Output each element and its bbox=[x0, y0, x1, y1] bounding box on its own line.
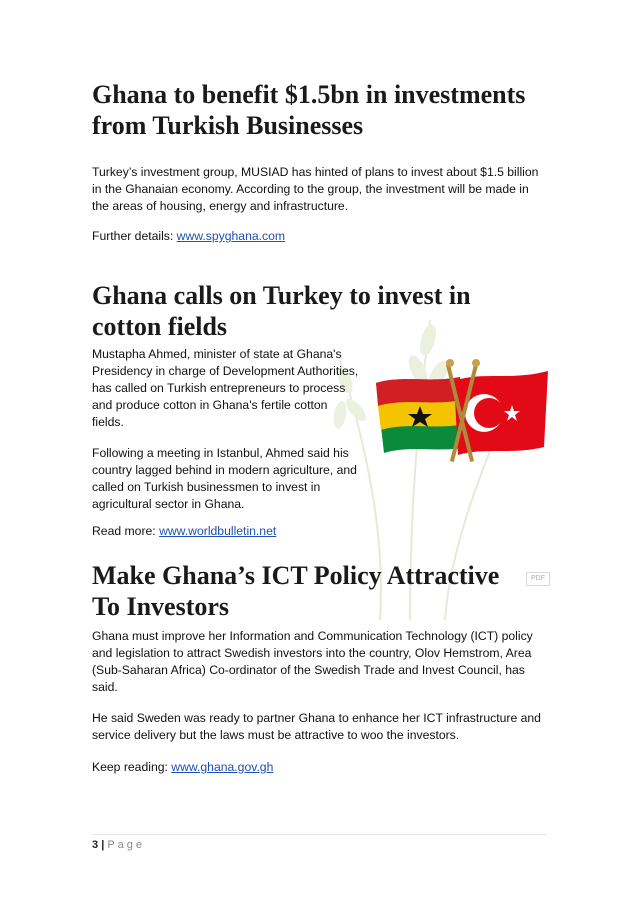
article-2-more bbox=[92, 523, 276, 540]
page-label: Page bbox=[107, 839, 146, 851]
article-3-title: Make Ghana’s ICT Policy Attractive To Investors bbox=[92, 561, 500, 621]
article-3-body-1: Ghana must improve her Information and Communication Technology (ICT) policy and legislation to attract Swedish investors into the country, Olov Hemstrom, Area (Sub-Saharan Africa) Co-ordinator of the Swedish Trade and Invest Council, has said. bbox=[92, 629, 533, 694]
article-1-body: Turkey’s investment group, MUSIAD has hinted of plans to invest about $1.5 billion in the Ghanaian economy. According to the group, the investment will be made in the areas of housing, energy and infrastructure. bbox=[92, 165, 539, 213]
article-2-link[interactable]: www.worldbulletin.net bbox=[159, 524, 277, 538]
article-3-more bbox=[92, 759, 273, 776]
page-footer bbox=[92, 839, 145, 851]
article-1-title: Ghana to benefit $1.5bn in investments from Turkish Businesses bbox=[92, 80, 526, 140]
pdf-badge: PDF bbox=[526, 572, 550, 586]
article-2-more-label: Read more: bbox=[92, 524, 160, 538]
article-2-body-2: Following a meeting in Istanbul, Ahmed said his country lagged behind in modern agriculture, and called on Turkish businessmen to invest in agricultural sector in Ghana. bbox=[92, 446, 357, 511]
footer-divider bbox=[92, 834, 547, 835]
article-3-link[interactable]: www.ghana.gov.gh bbox=[171, 760, 274, 774]
article-1-link[interactable]: www.spyghana.com bbox=[176, 229, 286, 243]
article-2-body-1: Mustapha Ahmed, minister of state at Ghana's Presidency in charge of Development Authorities, has called on Turkish entrepreneurs to process and produce cotton in Ghana's fertile cotton fields. bbox=[92, 347, 359, 429]
page-number: 3 bbox=[92, 839, 99, 851]
article-1-more-label: Further details: bbox=[92, 229, 177, 243]
footer-separator: | bbox=[101, 839, 105, 851]
article-2-title: Ghana calls on Turkey to invest in cotton fields bbox=[92, 281, 471, 341]
ghana-turkey-flags-image bbox=[372, 355, 552, 465]
article-3-more-label: Keep reading: bbox=[92, 760, 172, 774]
article-1-more bbox=[92, 228, 285, 245]
article-3-body-2: He said Sweden was ready to partner Ghana to enhance her ICT infrastructure and service delivery but the laws must be attractive to woo the investors. bbox=[92, 711, 541, 742]
